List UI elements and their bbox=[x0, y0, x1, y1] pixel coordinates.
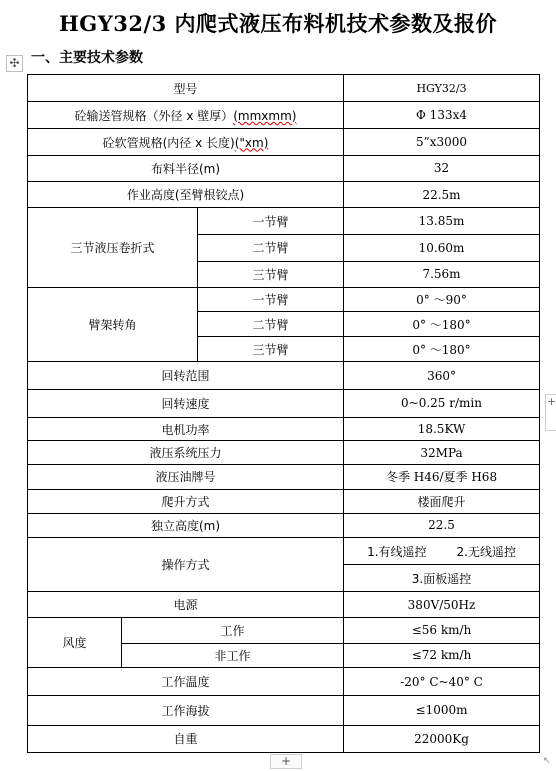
operation-options-top bbox=[344, 537, 540, 564]
table-row bbox=[28, 696, 540, 725]
plus-icon: + bbox=[280, 754, 292, 768]
table-row-header bbox=[28, 75, 540, 102]
table-row bbox=[28, 417, 540, 440]
header-value: HGY32/3 bbox=[344, 75, 540, 102]
fold-sub-3: 三节臂 bbox=[198, 261, 344, 287]
document-title: HGY32/3 内爬式液压布料机技术参数及报价 bbox=[58, 11, 498, 36]
hose-label: 砼软管规格(内径 x 长度) bbox=[102, 135, 235, 150]
table-row bbox=[28, 181, 540, 207]
fold-sub-1: 一节臂 bbox=[198, 208, 344, 235]
pipe-unit: (mmxmm) bbox=[233, 108, 297, 123]
table-row bbox=[28, 155, 540, 181]
standalone-label: 独立高度(m) bbox=[28, 513, 344, 537]
motor-value: 18.5KW bbox=[344, 417, 540, 440]
operation-option-3: 3.面板遥控 bbox=[344, 565, 540, 592]
angle-sub-2: 二节臂 bbox=[198, 312, 344, 337]
fold-value-3: 7.56m bbox=[344, 261, 540, 287]
angle-value-1: 0° ～90° bbox=[344, 287, 540, 311]
operation-label: 操作方式 bbox=[28, 537, 344, 591]
pipe-label: 砼输送管规格（外径 x 壁厚） bbox=[74, 108, 234, 123]
table-row bbox=[28, 208, 540, 235]
radius-label: 布料半径(m) bbox=[28, 155, 344, 181]
hose-value: 5”x3000 bbox=[344, 129, 540, 155]
angle-sub-1: 一节臂 bbox=[198, 287, 344, 311]
table-row bbox=[28, 617, 540, 643]
power-label: 电源 bbox=[28, 592, 344, 617]
radius-value: 32 bbox=[344, 155, 540, 181]
slew-speed-value: 0~0.25 r/min bbox=[344, 389, 540, 417]
header-label: 型号 bbox=[28, 75, 344, 102]
slew-range-label: 回转范围 bbox=[28, 362, 344, 389]
table-row bbox=[28, 362, 540, 389]
temp-value: -20° C~40° C bbox=[344, 668, 540, 696]
section-heading: 一、主要技术参数 bbox=[31, 50, 143, 66]
table-row bbox=[28, 102, 540, 129]
height-label: 作业高度(至臂根铰点) bbox=[28, 181, 344, 207]
wind-sub-2: 非工作 bbox=[122, 643, 344, 667]
angle-sub-3: 三节臂 bbox=[198, 337, 344, 362]
table-row bbox=[28, 592, 540, 617]
wind-sub-1: 工作 bbox=[122, 617, 344, 643]
power-value: 380V/50Hz bbox=[344, 592, 540, 617]
hose-label-cell bbox=[28, 129, 344, 155]
table-resize-handle-icon[interactable]: ↖ bbox=[543, 756, 551, 766]
temp-label: 工作温度 bbox=[28, 668, 344, 696]
table-row bbox=[28, 513, 540, 537]
table-row bbox=[28, 489, 540, 513]
angle-label: 臂架转角 bbox=[28, 287, 198, 362]
operation-option-2: 2.无线遥控 bbox=[456, 544, 516, 559]
weight-label: 自重 bbox=[28, 725, 344, 752]
height-value: 22.5m bbox=[344, 181, 540, 207]
table-row bbox=[28, 129, 540, 155]
motor-label: 电机功率 bbox=[28, 417, 344, 440]
table-row bbox=[28, 389, 540, 417]
angle-value-3: 0° ～180° bbox=[344, 337, 540, 362]
fold-value-2: 10.60m bbox=[344, 235, 540, 261]
table-row bbox=[28, 287, 540, 311]
hose-unit: ("xm) bbox=[234, 135, 269, 150]
insert-column-button[interactable] bbox=[545, 394, 556, 431]
weight-value: 22000Kg bbox=[344, 725, 540, 752]
table-row bbox=[28, 441, 540, 465]
table-row bbox=[28, 537, 540, 564]
table-row bbox=[28, 465, 540, 489]
fold-sub-2: 二节臂 bbox=[198, 235, 344, 261]
table-row bbox=[28, 725, 540, 752]
oil-value: 冬季 H46/夏季 H68 bbox=[344, 465, 540, 489]
altitude-label: 工作海拔 bbox=[28, 696, 344, 725]
oil-label: 液压油牌号 bbox=[28, 465, 344, 489]
wind-label: 风度 bbox=[28, 617, 122, 667]
spec-table bbox=[27, 74, 540, 753]
add-row-button[interactable] bbox=[270, 754, 302, 769]
slew-speed-label: 回转速度 bbox=[28, 389, 344, 417]
climb-value: 楼面爬升 bbox=[344, 489, 540, 513]
table-row bbox=[28, 668, 540, 696]
pressure-value: 32MPa bbox=[344, 441, 540, 465]
plus-icon: + bbox=[546, 395, 556, 408]
wind-value-1: ≤56 km/h bbox=[344, 617, 540, 643]
climb-label: 爬升方式 bbox=[28, 489, 344, 513]
table-move-handle-icon[interactable]: ✣ bbox=[6, 55, 23, 72]
altitude-value: ≤1000m bbox=[344, 696, 540, 725]
angle-value-2: 0° ～180° bbox=[344, 312, 540, 337]
operation-option-1: 1.有线遥控 bbox=[367, 544, 427, 559]
pressure-label: 液压系统压力 bbox=[28, 441, 344, 465]
wind-value-2: ≤72 km/h bbox=[344, 643, 540, 667]
pipe-label-cell bbox=[28, 102, 344, 129]
standalone-value: 22.5 bbox=[344, 513, 540, 537]
pipe-value: Φ 133x4 bbox=[344, 102, 540, 129]
slew-range-value: 360° bbox=[344, 362, 540, 389]
fold-value-1: 13.85m bbox=[344, 208, 540, 235]
fold-label: 三节液压卷折式 bbox=[28, 208, 198, 288]
